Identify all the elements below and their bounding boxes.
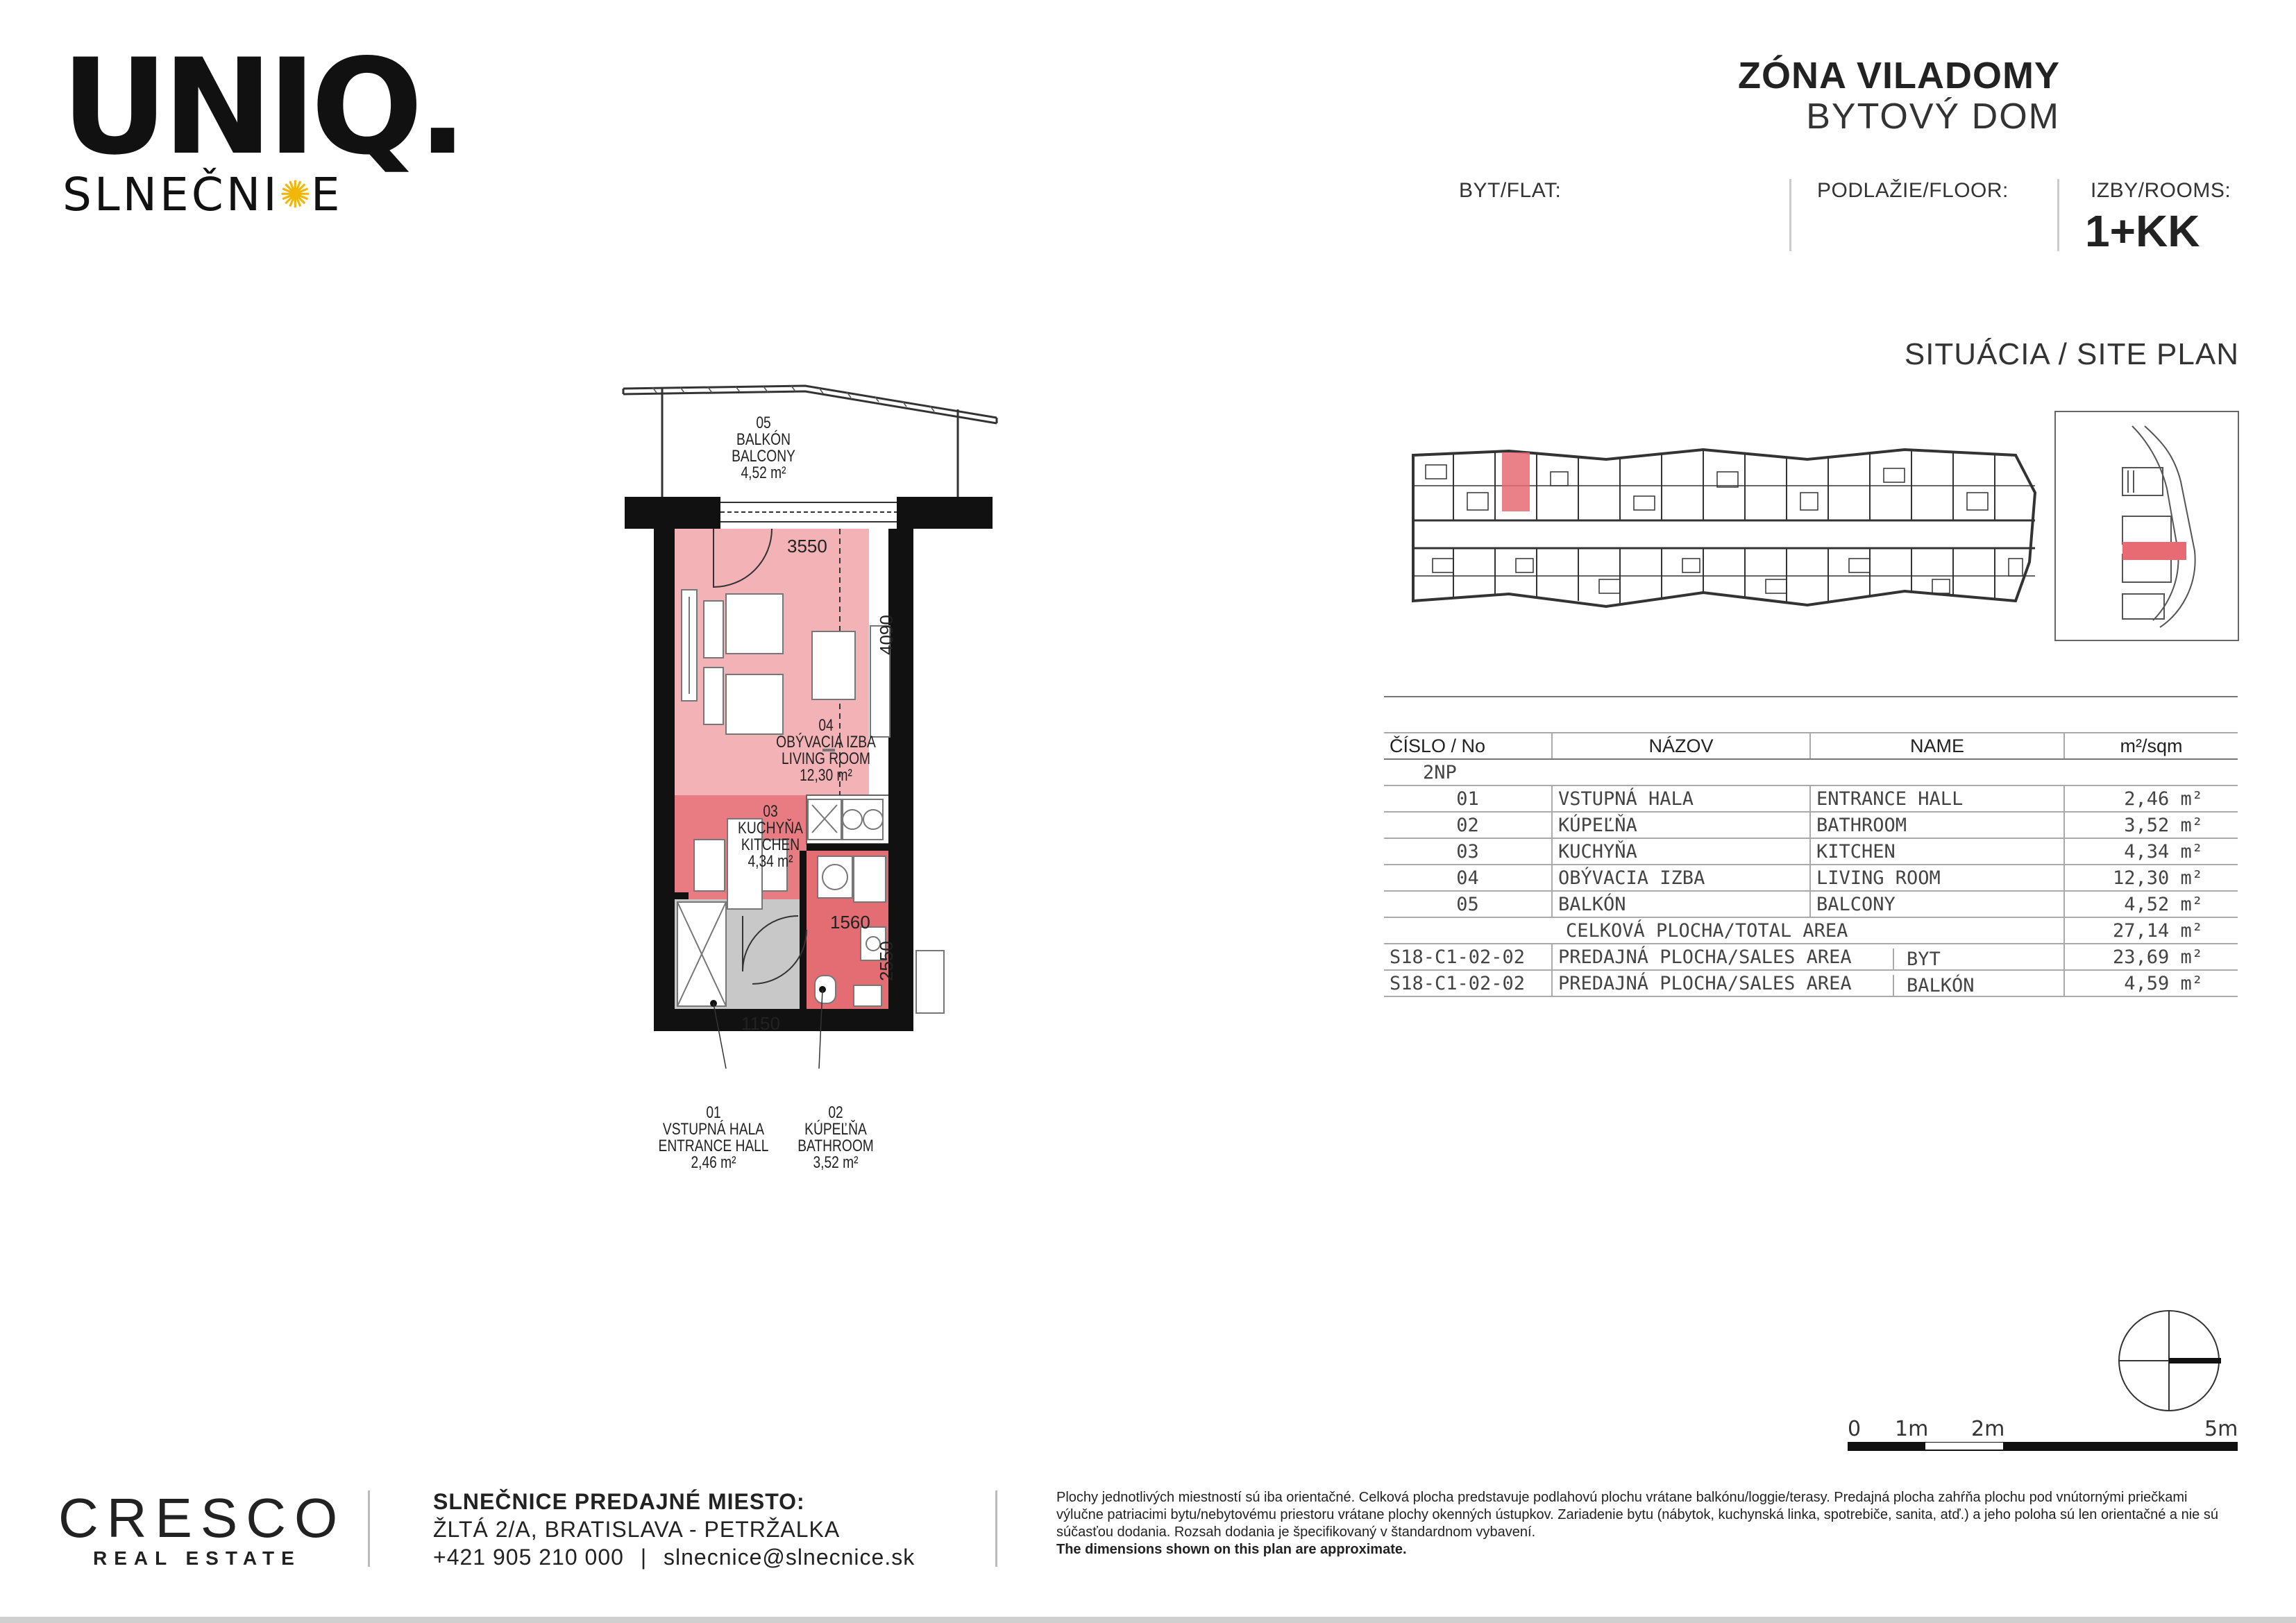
email-link[interactable]: slnecnice@slnecnice.sk (664, 1545, 915, 1570)
dim-hall-width: 1150 (741, 1013, 780, 1034)
plan-label-kitchen: 03 KUCHYŇA KITCHEN 4,34 m² (738, 802, 803, 871)
site-plan-title: SITUÁCIA / SITE PLAN (1904, 337, 2239, 371)
plan-label-bathroom: 02 KÚPEĽŇA BATHROOM 3,52 m² (797, 1103, 874, 1172)
bottom-border (0, 1617, 2296, 1623)
north-arrow-icon (2110, 1302, 2228, 1420)
site-overview-map (2056, 412, 2238, 640)
rooms-label: IZBY/ROOMS: (2091, 179, 2231, 202)
table-row: 02 KÚPEĽŇA BATHROOM 3,52 m² (1384, 812, 2238, 838)
zone-subtitle: BYTOVÝ DOM (1806, 96, 2060, 137)
site-overview-box (2054, 411, 2239, 641)
contact-divider: | (640, 1545, 648, 1570)
table-row: 04 OBÝVACIA IZBA LIVING ROOM 12,30 m² (1384, 865, 2238, 891)
plan-label-hall: 01 VSTUPNÁ HALA ENTRANCE HALL 2,46 m² (658, 1103, 769, 1172)
table-row: 03 KUCHYŇA KITCHEN 4,34 m² (1384, 838, 2238, 865)
plan-label-balcony: 05 BALKÓN BALCONY 4,52 m² (732, 414, 795, 482)
scale-label-5m: 5m (2204, 1417, 2238, 1441)
dim-living-height: 4090 (876, 615, 897, 655)
footer-divider (995, 1490, 997, 1567)
plan-label-living: 04 OBÝVACIA IZBA LIVING ROOM 12,30 m² (776, 716, 876, 785)
sales-office-address: ŽLTÁ 2/A, BRATISLAVA - PETRŽALKA (433, 1517, 841, 1542)
footer-divider (368, 1490, 370, 1567)
sales-office-title: SLNEČNICE PREDAJNÉ MIESTO: (433, 1489, 805, 1514)
area-table (1384, 696, 2238, 997)
col-header-name-sk: NÁZOV (1552, 733, 1810, 759)
table-row: 05 BALKÓN BALCONY 4,52 m² (1384, 891, 2238, 917)
scale-bar (1848, 1442, 2238, 1452)
zone-title: ZÓNA VILADOMY (1738, 55, 2060, 96)
header-divider (2057, 179, 2059, 251)
header-divider (1789, 179, 1791, 251)
table-row-sales: S18-C1-02-02 PREDAJNÁ PLOCHA/SALES AREA BALKÓN 4,59 m² (1384, 970, 2238, 996)
floor-label: PODLAŽIE/FLOOR: (1817, 179, 2009, 202)
logo-slnecnice: SLNEČNI✺E (62, 168, 343, 221)
col-header-no: ČÍSLO / No (1384, 733, 1552, 759)
cresco-logo: CRESCO (58, 1487, 346, 1549)
dim-living-width: 3550 (787, 536, 827, 556)
table-row-floor: 2NP (1384, 759, 2238, 785)
phone-link[interactable]: +421 905 210 000 (433, 1545, 624, 1570)
highlighted-unit (1502, 452, 1530, 511)
scale-label-0: 0 (1848, 1417, 1862, 1441)
scale-label-1m: 1m (1895, 1417, 1929, 1441)
col-header-name-en: NAME (1810, 733, 2064, 759)
table-row: 01 VSTUPNÁ HALA ENTRANCE HALL 2,46 m² (1384, 785, 2238, 812)
scale-label-2m: 2m (1971, 1417, 2005, 1441)
dim-bath-width: 1560 (830, 912, 870, 933)
sun-icon: ✺ (279, 173, 311, 216)
logo-uniq: UNIQ. (61, 31, 462, 184)
dim-bath-height: 2550 (876, 941, 897, 981)
disclaimer: Plochy jednotlivých miestností sú iba orientačné. Celková plocha predstavuje podlahovú plochu vrátane balkónu/loggie/terasy. Predajná plocha zahŕňa plochu pod vnútornými priečkami výlučne patriacimi bytu/nebytovému priestoru vrátane plochy okenných ústupkov. Zariadenie bytu (nábytok, kuchynská linka, spotrebiče, sanita, atď.) a jeho poloha sú len orientačné a nie sú súčasťou dodania. Rozsah dodania je špecifikovaný v štandardnom vybavení. The dimensions shown on this plan are approximate. (1056, 1490, 2218, 1557)
site-plan-map (1405, 444, 2043, 618)
rooms-value: 1+KK (2085, 206, 2200, 256)
flat-label: BYT/FLAT: (1459, 179, 1562, 202)
col-header-area: m²/sqm (2064, 733, 2238, 759)
cresco-logo-sub: REAL ESTATE (93, 1547, 301, 1569)
table-row-total: CELKOVÁ PLOCHA/TOTAL AREA 27,14 m² (1384, 917, 2238, 944)
sales-office-contacts (433, 1545, 915, 1570)
table-row-sales: S18-C1-02-02 PREDAJNÁ PLOCHA/SALES AREA BYT 23,69 m² (1384, 944, 2238, 970)
